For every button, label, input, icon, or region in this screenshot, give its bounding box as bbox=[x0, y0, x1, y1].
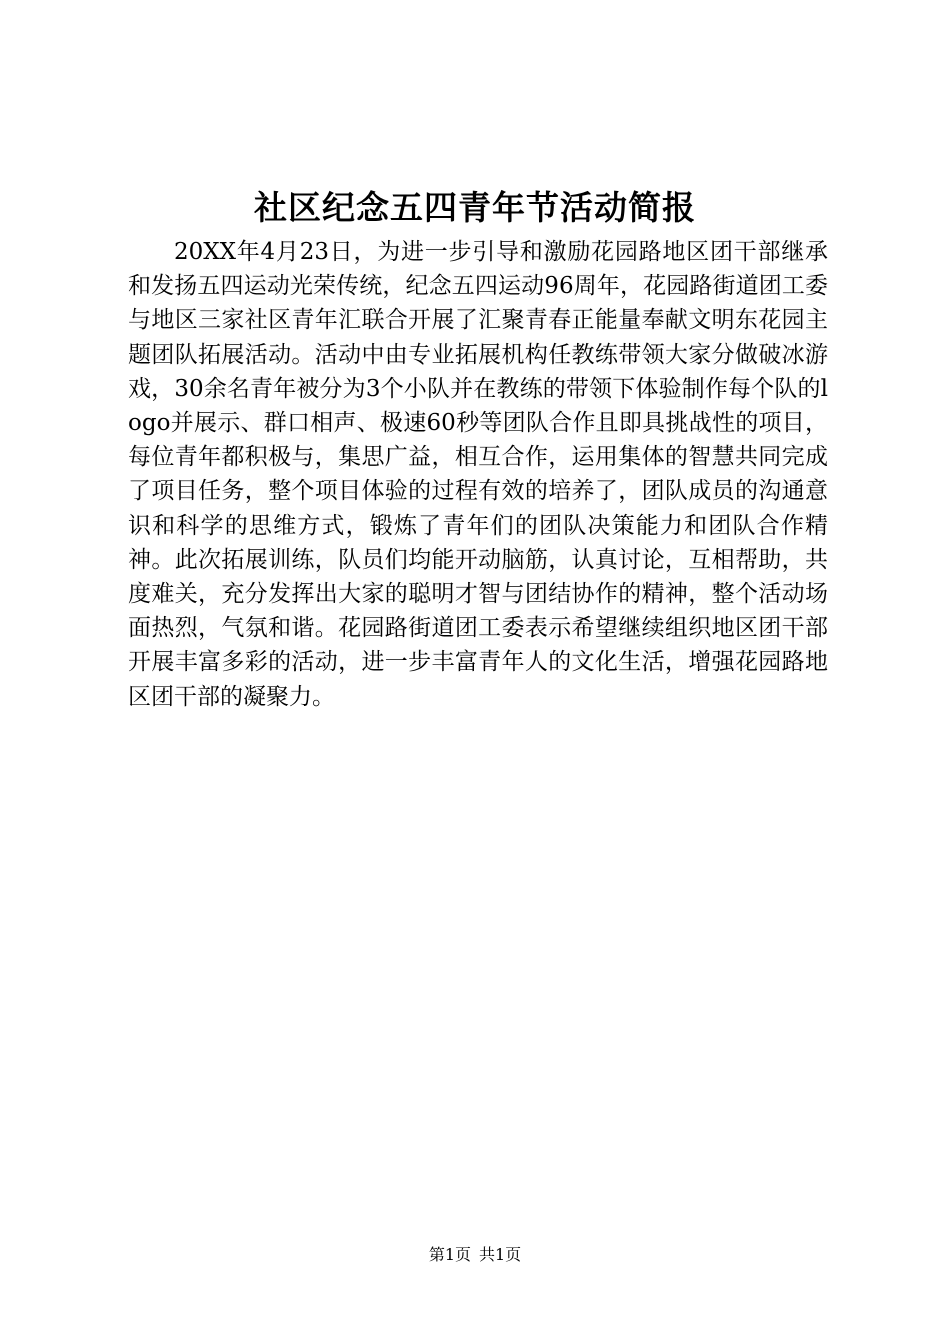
page-number-current: 第1页 bbox=[428, 1245, 471, 1264]
document-title: 社区纪念五四青年节活动简报 bbox=[254, 188, 696, 227]
page-number-total: 共1页 bbox=[479, 1245, 522, 1264]
page-footer bbox=[0, 1243, 950, 1267]
body-paragraph: 20XX年4月23日，为进一步引导和激励花园路地区团干部继承和发扬五四运动光荣传统，纪念五四运动96周年，花园路街道团工委与地区三家社区青年汇联合开展了汇聚青春正能量奉献文明东花园主题团队拓展活动。活动中由专业拓展机构任教练带领大家分做破冰游戏，30余名青年被分为3个小队并在教练的带领下体验制作每个队的logo并展示、群口相声、极速60秒等团队合作且即具挑战性的项目，每位青年都积极与，集思广益，相互合作，运用集体的智慧共同完成了项目任务，整个项目体验的过程有效的培养了，团队成员的沟通意识和科学的思维方式，锻炼了青年们的团队决策能力和团队合作精神。此次拓展训练，队员们均能开动脑筋，认真讨论，互相帮助，共度难关，充分发挥出大家的聪明才智与团结协作的精神，整个活动场面热烈，气氛和谐。花园路街道团工委表示希望继续组织地区团干部开展丰富多彩的活动，进一步丰富青年人的文化生活，增强花园路地区团干部的凝聚力。 bbox=[128, 239, 828, 710]
